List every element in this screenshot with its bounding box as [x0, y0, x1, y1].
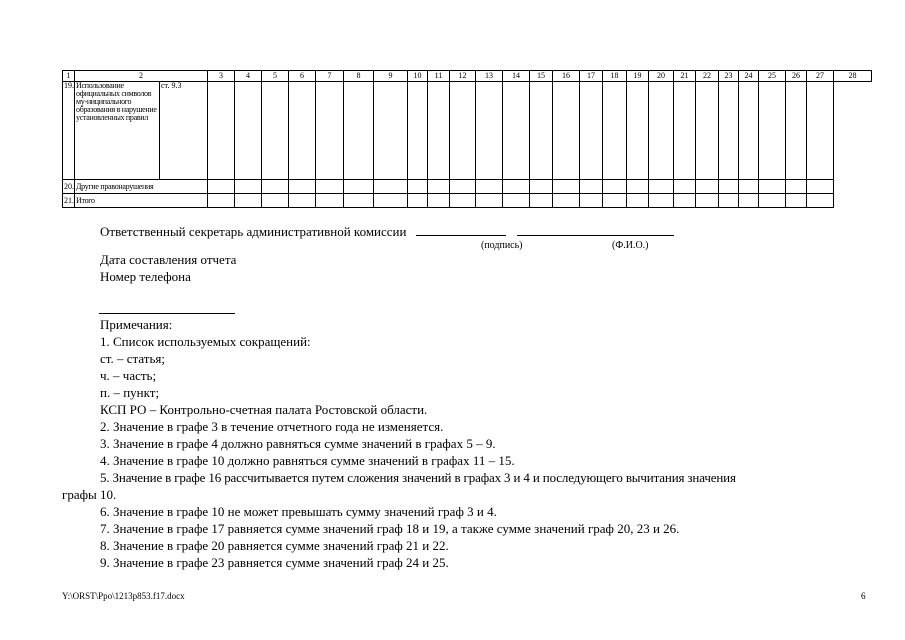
report-table: [62, 70, 872, 208]
column-number: 21: [674, 71, 696, 82]
note-line: 8. Значение в графе 20 равняется сумме значений граф 21 и 22.: [100, 538, 449, 553]
note-line: 7. Значение в графе 17 равняется сумме значений граф 18 и 19, а также сумме значений граф 20, 23 и 26.: [100, 521, 680, 536]
row-number: 21.: [63, 194, 75, 208]
note-line: 9. Значение в графе 23 равняется сумме значений граф 24 и 25.: [100, 555, 449, 570]
column-number: 19: [627, 71, 649, 82]
notes-title: Примечания:: [100, 317, 173, 332]
row-label: Использование официальных символов му-ниципального образования в нарушение установленных правил: [75, 82, 160, 180]
note-line: 2. Значение в графе 3 в течение отчетного года не изменяется.: [100, 419, 444, 434]
column-number: 1: [63, 71, 75, 82]
column-number: 4: [235, 71, 262, 82]
secretary-label: Ответственный секретарь административной комиссии: [100, 224, 407, 239]
page-number: 6: [861, 591, 866, 601]
note-line: 4. Значение в графе 10 должно равняться сумме значений в графах 11 – 15.: [100, 453, 515, 468]
column-number: 6: [289, 71, 316, 82]
column-number: 27: [807, 71, 834, 82]
column-number: 13: [476, 71, 503, 82]
note-line: 6. Значение в графе 10 не может превышать сумму значений граф 3 и 4.: [100, 504, 497, 519]
column-number: 17: [580, 71, 603, 82]
table-row: [63, 194, 872, 208]
table-row: [63, 82, 872, 180]
row-article: ст. 9.3: [160, 82, 208, 180]
column-number: 28: [834, 71, 872, 82]
row-number: 19.: [63, 82, 75, 180]
column-number: 11: [428, 71, 450, 82]
note-line: 5. Значение в графе 16 рассчитывается путем сложения значений в графах 3 и 4 и последующего вычитания значения: [100, 470, 736, 485]
table-header-row: [63, 71, 872, 82]
column-number: 16: [553, 71, 580, 82]
column-number: 22: [696, 71, 719, 82]
column-number: 10: [408, 71, 428, 82]
column-number: 3: [208, 71, 235, 82]
column-number: 9: [374, 71, 408, 82]
column-number: 5: [262, 71, 289, 82]
column-number: 8: [344, 71, 374, 82]
note-line: п. – пункт;: [100, 385, 160, 400]
column-number: 15: [530, 71, 553, 82]
column-number: 12: [450, 71, 476, 82]
note-line: ст. – статья;: [100, 351, 165, 366]
note-line: графы 10.: [62, 487, 117, 502]
row-label: Итого: [75, 194, 208, 208]
note-line: 1. Список используемых сокращений:: [100, 334, 311, 349]
column-number: 2: [75, 71, 208, 82]
column-number: 24: [739, 71, 759, 82]
name-caption: (Ф.И.О.): [612, 240, 649, 251]
note-line: КСП РО – Контрольно-счетная палата Ростовской области.: [100, 402, 428, 417]
row-label: Другие правонарушения: [75, 180, 208, 194]
file-path: Y:\ORST\Ppo\1213p853.f17.docx: [62, 591, 185, 601]
table-row: [63, 180, 872, 194]
report-date-label: Дата составления отчета: [100, 252, 237, 267]
note-line: 3. Значение в графе 4 должно равняться сумме значений в графах 5 – 9.: [100, 436, 496, 451]
column-number: 26: [786, 71, 807, 82]
note-line: ч. – часть;: [100, 368, 157, 383]
column-number: 23: [719, 71, 739, 82]
column-number: 7: [316, 71, 344, 82]
name-line: [517, 223, 674, 236]
column-number: 20: [649, 71, 674, 82]
signature-line: [416, 223, 506, 236]
column-number: 25: [759, 71, 786, 82]
separator-line: [99, 313, 235, 314]
signature-caption: (подпись): [481, 240, 523, 251]
phone-label: Номер телефона: [100, 269, 191, 284]
column-number: 18: [603, 71, 627, 82]
column-number: 14: [503, 71, 530, 82]
row-number: 20.: [63, 180, 75, 194]
signature-row: [100, 223, 674, 240]
